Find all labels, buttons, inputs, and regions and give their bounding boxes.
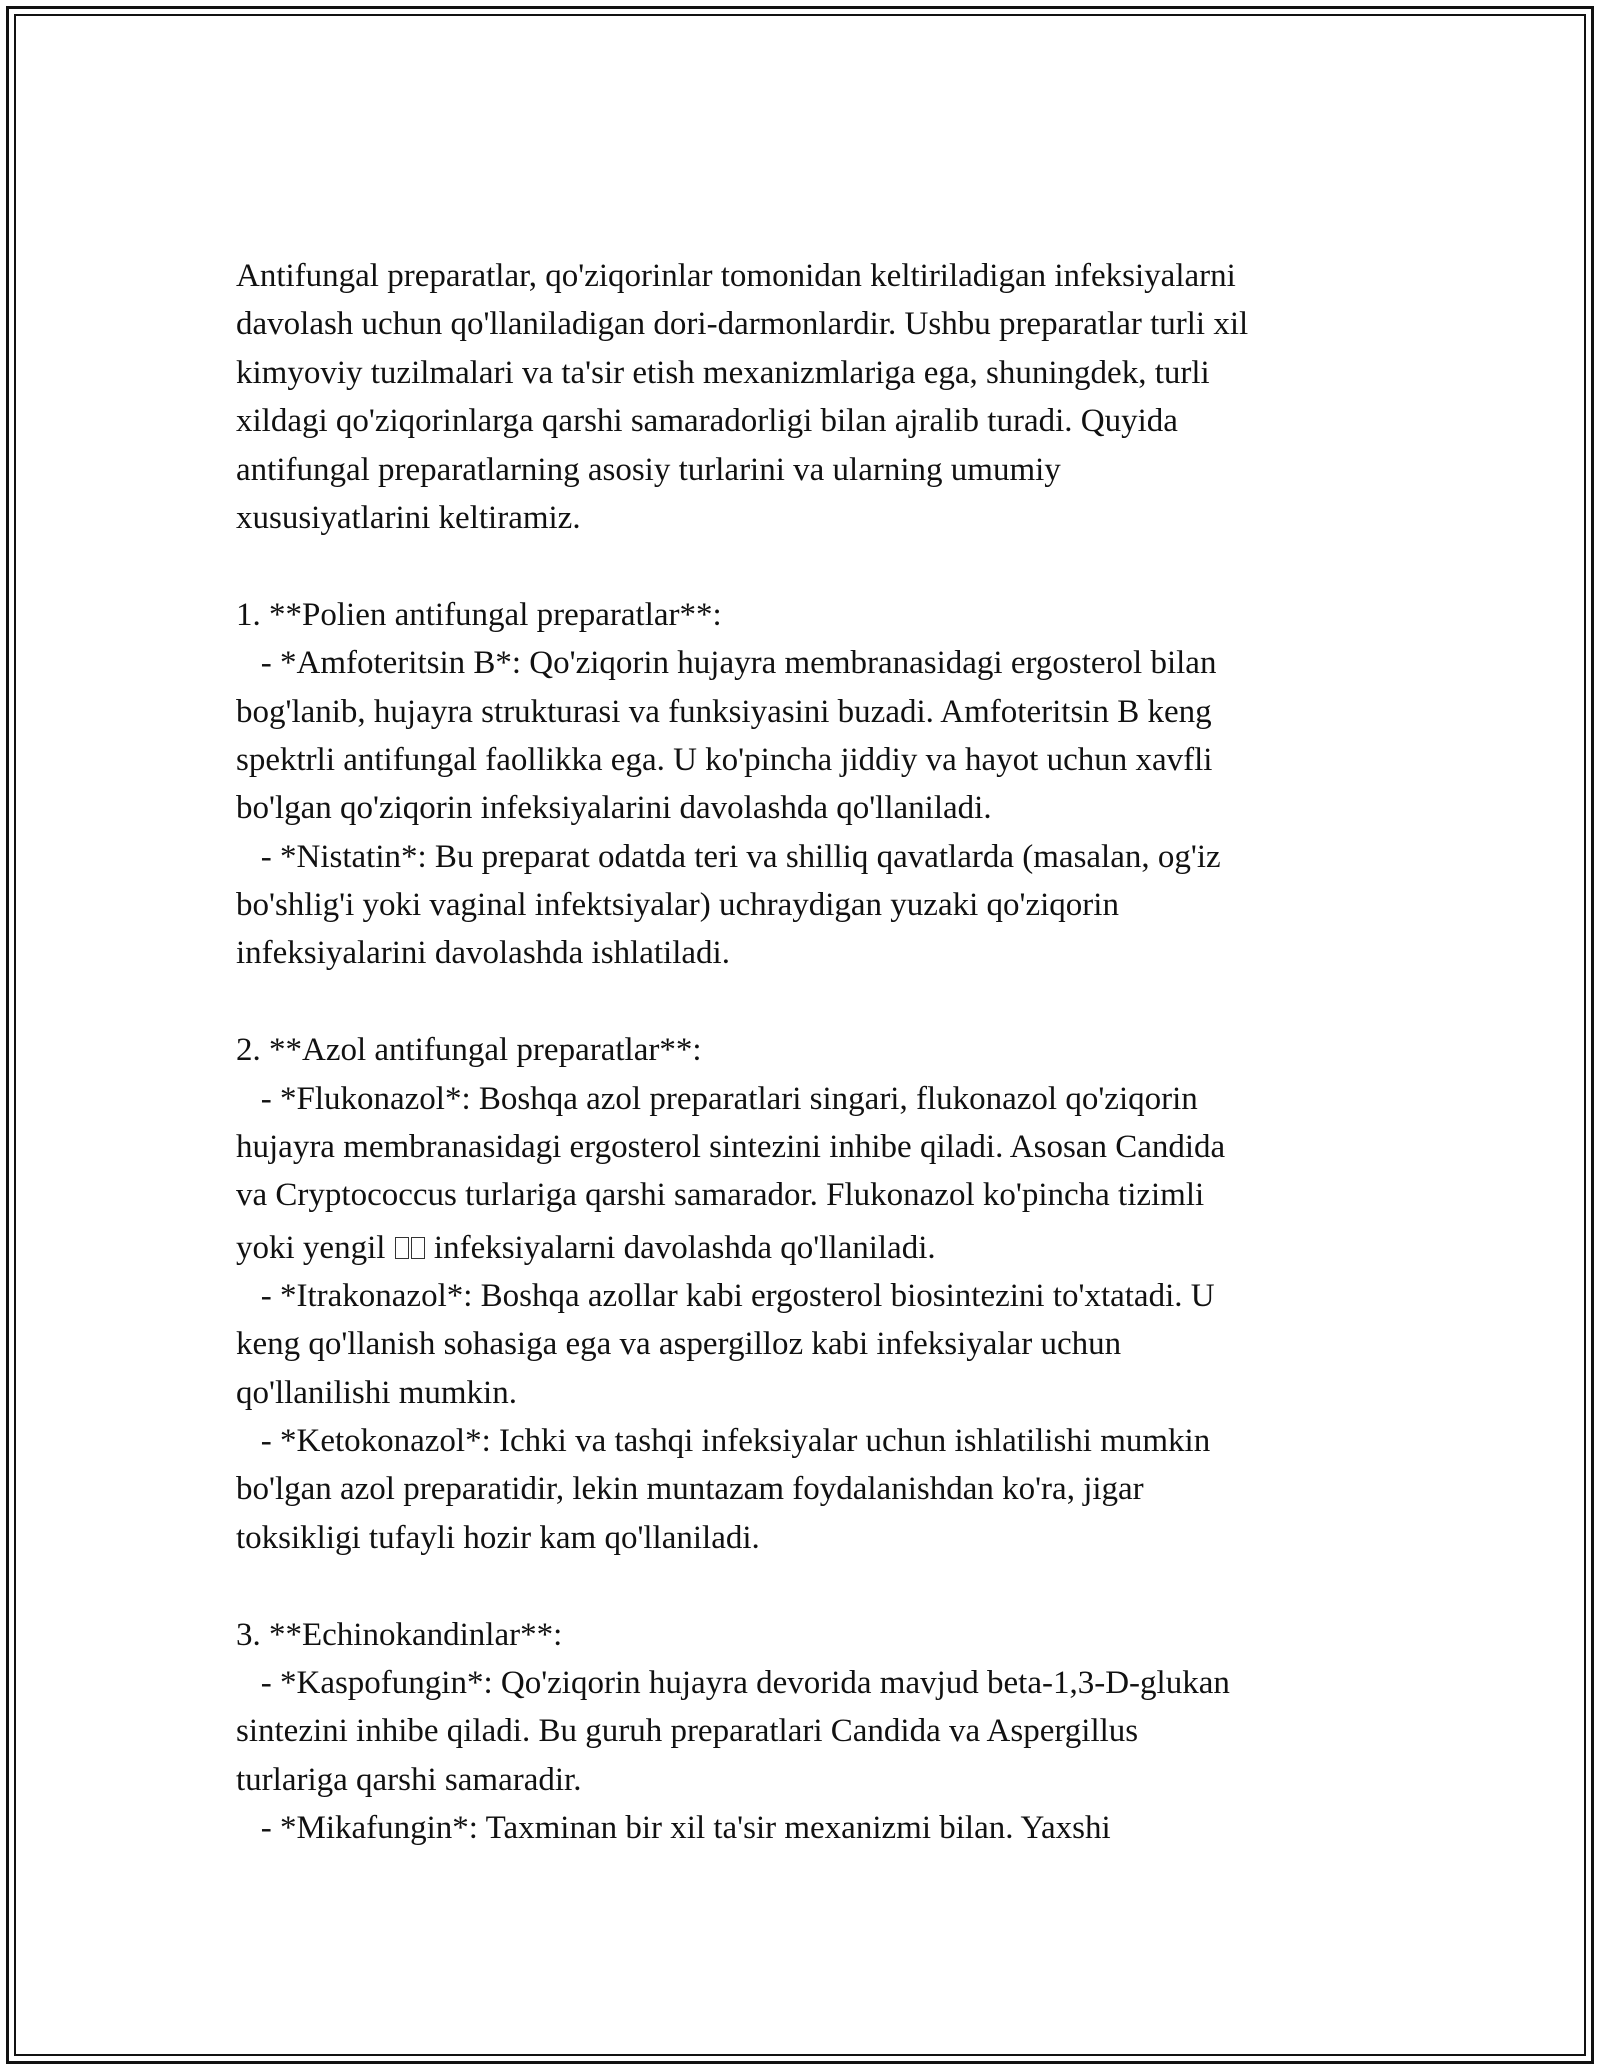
text-line: hujayra membranasidagi ergosterol sintezini inhibe qiladi. Asosan Candida [236, 1129, 1226, 1166]
text-line: keng qo'llanish sohasiga ega va aspergilloz kabi infeksiyalar uchun [236, 1326, 1122, 1363]
text-line: - *Kaspofungin*: Qo'ziqorin hujayra devorida mavjud beta-1,3-D-glukan [236, 1664, 1230, 1701]
text-line: sintezini inhibe qiladi. Bu guruh preparatlari Candida va Aspergillus [236, 1713, 1139, 1750]
section-echinokandinlar [236, 1611, 1386, 1853]
text-line: Antifungal preparatlar, qo'ziqorinlar tomonidan keltiriladigan infeksiyalarni [236, 258, 1236, 294]
text-line: kimyoviy tuzilmalari va ta'sir etish mexanizmlariga ega, shuningdek, turli [236, 354, 1210, 391]
text-line: antifungal preparatlarning asosiy turlarini va ularning umumiy [236, 451, 1061, 488]
section-azol [236, 1026, 1386, 1562]
text-line: - *Ketokonazol*: Ichki va tashqi infeksiyalar uchun ishlatilishi mumkin [236, 1422, 1211, 1459]
missing-glyph-box-icon [395, 1237, 409, 1259]
text-line: bo'lgan azol preparatidir, lekin muntazam foydalanishdan ko'ra, jigar [236, 1471, 1144, 1508]
text-line: spektrli antifungal faollikka ega. U ko'pincha jiddiy va hayot uchun xavfli [236, 741, 1213, 778]
section-polien [236, 591, 1386, 978]
text-line: toksikligi tufayli hozir kam qo'llaniladi. [236, 1519, 760, 1556]
text-line: - *Nistatin*: Bu preparat odatda teri va shilliq qavatlarda (masalan, og'iz [236, 838, 1221, 875]
text-line: turlariga qarshi samaradir. [236, 1761, 582, 1798]
blank-line [236, 978, 1386, 1026]
text-line: bo'lgan qo'ziqorin infeksiyalarini davolashda qo'llaniladi. [236, 790, 992, 827]
text-fragment: infeksiyalarni davolashda qo'llaniladi. [425, 1229, 936, 1266]
missing-glyph-box-icon [411, 1237, 425, 1259]
text-line: xildagi qo'ziqorinlarga qarshi samaradorligi bilan ajralib turadi. Quyida [236, 403, 1178, 440]
text-line: qo'llanilishi mumkin. [236, 1374, 517, 1411]
text-fragment: yoki yengil [236, 1229, 394, 1266]
text-line-with-missing-glyphs [236, 1220, 1386, 1272]
text-line: bog'lanib, hujayra strukturasi va funksiyasini buzadi. Amfoteritsin B keng [236, 693, 1212, 730]
blank-line [236, 1562, 1386, 1610]
text-line: - *Mikafungin*: Taxminan bir xil ta'sir mexanizmi bilan. Yaxshi [236, 1810, 1111, 1847]
text-line: xususiyatlarini keltiramiz. [236, 499, 581, 536]
text-line: infeksiyalarini davolashda ishlatiladi. [236, 935, 730, 972]
section-heading: 2. **Azol antifungal preparatlar**: [236, 1032, 702, 1069]
document-body [236, 252, 1386, 1853]
text-line: - *Amfoteritsin B*: Qo'ziqorin hujayra membranasidagi ergosterol bilan [236, 645, 1217, 682]
text-line: - *Flukonazol*: Boshqa azol preparatlari singari, flukonazol qo'ziqorin [236, 1080, 1198, 1117]
text-line: davolash uchun qo'llaniladigan dori-darmonlardir. Ushbu preparatlar turli xil [236, 306, 1249, 343]
text-line: va Cryptococcus turlariga qarshi samarador. Flukonazol ko'pincha tizimli [236, 1177, 1205, 1214]
intro-paragraph [236, 252, 1386, 542]
text-line: - *Itrakonazol*: Boshqa azollar kabi ergosterol biosintezini to'xtatadi. U [236, 1277, 1215, 1314]
blank-line [236, 542, 1386, 590]
section-heading: 3. **Echinokandinlar**: [236, 1616, 563, 1653]
text-line: bo'shlig'i yoki vaginal infektsiyalar) uchraydigan yuzaki qo'ziqorin [236, 887, 1119, 924]
section-heading: 1. **Polien antifungal preparatlar**: [236, 596, 722, 633]
